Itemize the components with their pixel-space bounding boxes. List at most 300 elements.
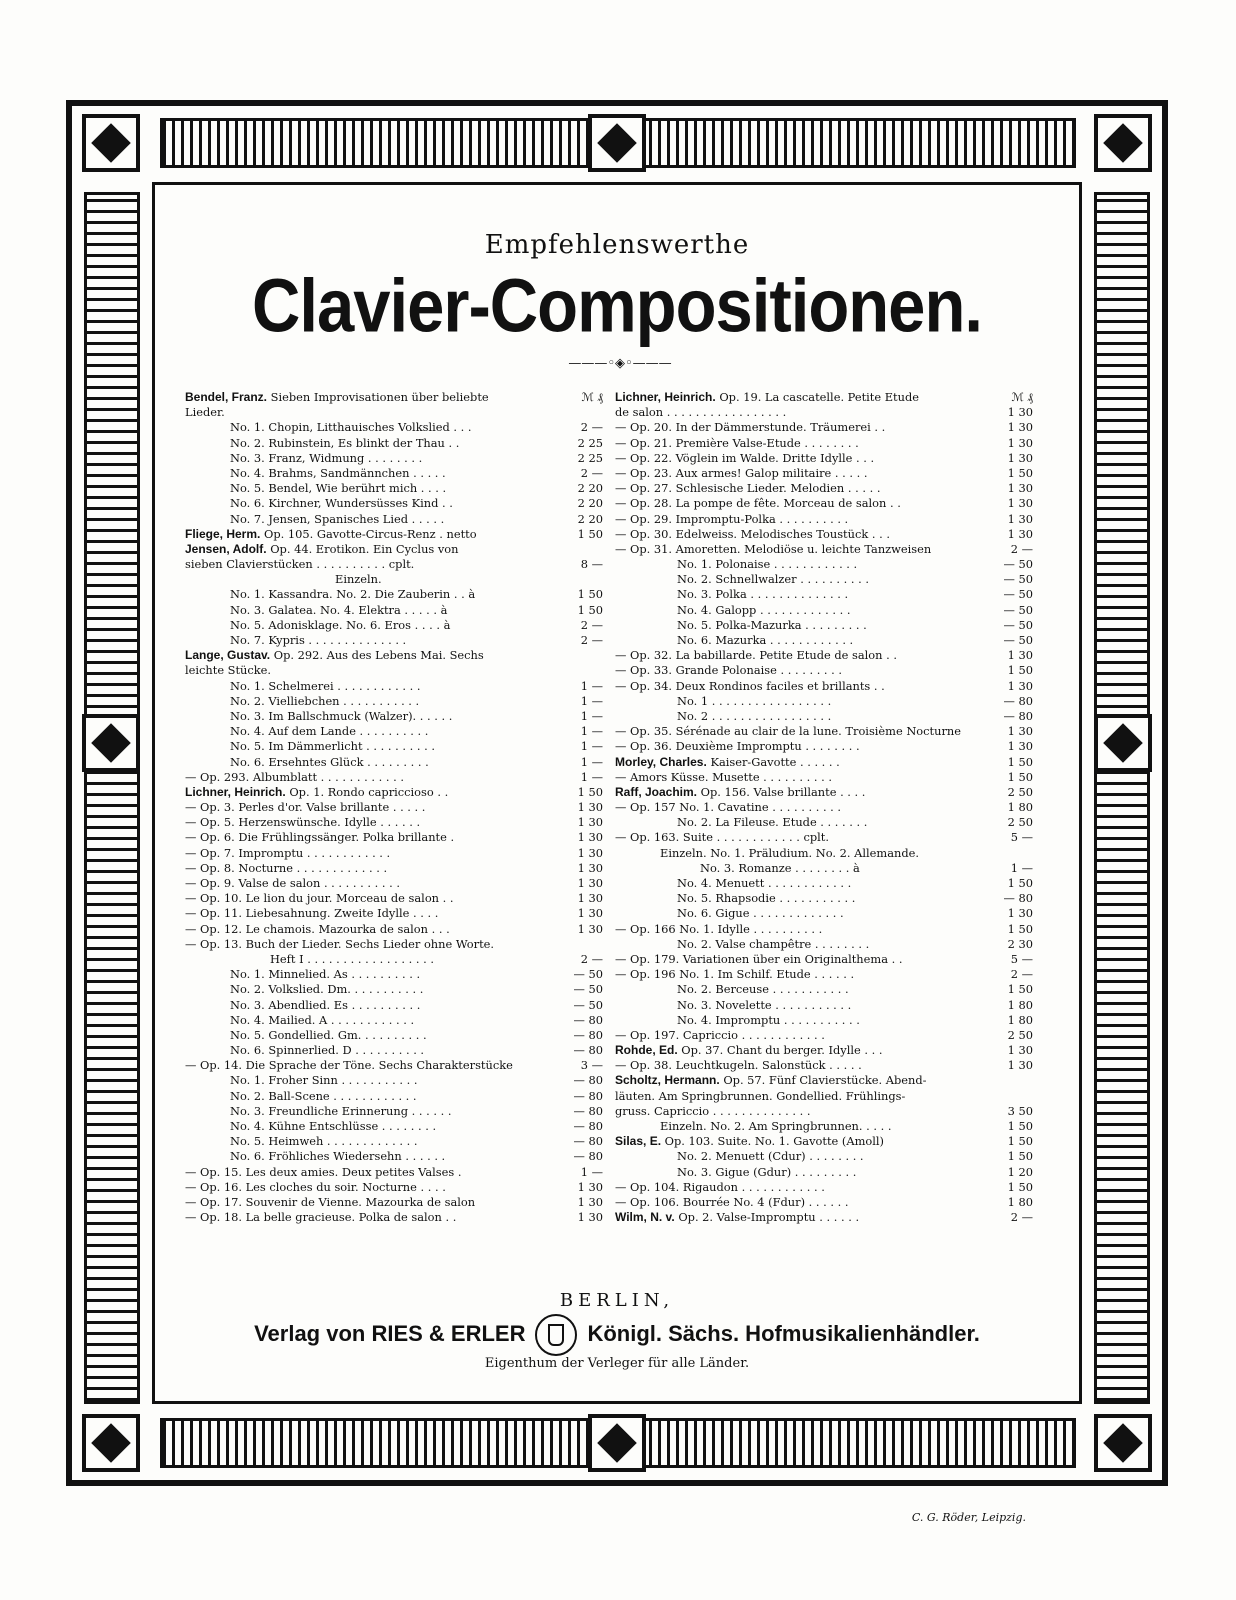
entry-price: 1 —	[580, 693, 603, 708]
entry-title: No. 3. Gigue (Gdur) . . . . . . . . .	[677, 1164, 857, 1179]
catalog-entry	[185, 709, 603, 724]
composer-name: Bendel, Franz.	[185, 390, 268, 404]
catalog-entry	[615, 481, 1033, 496]
catalog-entry	[185, 1089, 603, 1104]
entry-price: 1 30	[577, 1210, 603, 1225]
catalog-entry	[185, 861, 603, 876]
catalog-entry	[615, 542, 1033, 557]
entry-price: 5 —	[1010, 951, 1033, 966]
entry-price: 1 —	[580, 678, 603, 693]
catalog-entry	[185, 1104, 603, 1119]
catalog-page	[160, 190, 1074, 1396]
entry-price: 1 30	[1007, 405, 1033, 420]
entry-title: — Op. 17. Souvenir de Vienne. Mazourka de salon	[185, 1194, 476, 1209]
entry-title: Lieder.	[185, 405, 225, 420]
entry-price: — 50	[1003, 617, 1033, 632]
entry-title: Op. 292. Aus des Lebens Mai. Sechs	[273, 648, 484, 663]
catalog-entry	[615, 906, 1033, 921]
entry-title: Einzeln.	[335, 572, 382, 587]
catalog-entry	[615, 466, 1033, 481]
corner-ornament-icon	[82, 1414, 140, 1472]
entry-title: No. 3. Romanze . . . . . . . . à	[700, 860, 860, 875]
catalog-entry	[185, 663, 603, 678]
publisher-title: Königl. Sächs. Hofmusikalienhändler.	[587, 1320, 980, 1346]
entry-price: 1 30	[577, 860, 603, 875]
entry-price: 1 50	[577, 587, 603, 602]
entry-price: — 80	[1003, 708, 1033, 723]
entry-title: Op. 105. Gavotte-Circus-Renz . netto	[263, 526, 477, 541]
entry-price: 1 —	[1010, 860, 1033, 875]
composer-name: Silas, E.	[615, 1134, 662, 1149]
catalog-entry	[615, 770, 1033, 785]
entry-price: 1 80	[1007, 997, 1033, 1012]
entry-price: ℳ ₰	[581, 390, 603, 404]
catalog-entry	[185, 922, 603, 937]
catalog-entry	[615, 648, 1033, 663]
entry-title: No. 1. Minnelied. As . . . . . . . . . .	[230, 967, 421, 982]
catalog-entry	[615, 512, 1033, 527]
entry-title: — Op. 30. Edelweiss. Melodisches Toustück . . .	[615, 526, 890, 541]
entry-title: No. 4. Galopp . . . . . . . . . . . . .	[677, 602, 851, 617]
entry-title: — Op. 6. Die Frühlingssänger. Polka brillante .	[185, 830, 455, 845]
composer-name: Lange, Gustav.	[185, 648, 271, 663]
catalog-entry	[615, 496, 1033, 511]
entry-price: 1 50	[577, 602, 603, 617]
entry-title: No. 6. Kirchner, Wundersüsses Kind . .	[230, 496, 453, 511]
catalog-entry	[185, 679, 603, 694]
entry-price: 2 —	[1010, 541, 1033, 556]
corner-ornament-icon	[1094, 1414, 1152, 1472]
catalog-column-left	[185, 390, 603, 1225]
catalog-entry	[615, 982, 1033, 997]
entry-title: — Op. 31. Amoretten. Melodiöse u. leichte Tanzweisen	[615, 541, 932, 556]
entry-title: No. 5. Heimweh . . . . . . . . . . . . .	[230, 1134, 418, 1149]
entry-price: — 80	[573, 1088, 603, 1103]
composer-name: Fliege, Herm.	[185, 526, 261, 541]
catalog-entry	[615, 1089, 1033, 1104]
catalog-entry	[615, 1180, 1033, 1195]
entry-price: — 80	[573, 1119, 603, 1133]
entry-price: 1 50	[1007, 465, 1033, 480]
entry-title: No. 4. Impromptu . . . . . . . . . . .	[677, 1012, 860, 1027]
entry-title: — Op. 13. Buch der Lieder. Sechs Lieder ohne Worte.	[185, 936, 495, 951]
catalog-entry	[615, 405, 1033, 420]
catalog-entry	[185, 800, 603, 815]
entry-title: — Op. 5. Herzenswünsche. Idylle . . . . . .	[185, 815, 421, 830]
catalog-entry	[615, 1119, 1033, 1134]
catalog-entry	[185, 694, 603, 709]
entry-price: 1 —	[580, 708, 603, 723]
catalog-entry	[185, 557, 603, 572]
catalog-entry	[185, 937, 603, 952]
catalog-entry	[615, 1073, 1033, 1088]
entry-price: 2 50	[1007, 1027, 1033, 1042]
catalog-entry	[185, 982, 603, 997]
entry-title: — Amors Küsse. Musette . . . . . . . . . .	[615, 769, 832, 784]
entry-title: — Op. 106. Bourrée No. 4 (Fdur) . . . . . .	[615, 1194, 849, 1209]
entry-title: No. 3. Polka . . . . . . . . . . . . . .	[677, 587, 849, 602]
entry-price: 1 30	[1007, 511, 1033, 526]
catalog-entry	[185, 815, 603, 830]
catalog-entry	[615, 922, 1033, 937]
entry-price: 1 50	[577, 526, 603, 541]
top-center-ornament-icon	[588, 114, 646, 172]
entry-title: No. 4. Menuett . . . . . . . . . . . .	[677, 876, 852, 890]
entry-price: 2 —	[580, 617, 603, 632]
entry-price: 2 30	[1007, 936, 1033, 951]
catalog-entry	[185, 891, 603, 906]
entry-price: 1 30	[1007, 678, 1033, 693]
catalog-entry	[185, 739, 603, 754]
entry-title: No. 2. La Fileuse. Etude . . . . . . .	[677, 815, 868, 830]
entry-price: 3 50	[1007, 1103, 1033, 1118]
entry-title: — Op. 21. Première Valse-Etude . . . . . . . .	[615, 435, 859, 450]
catalog-entry	[185, 755, 603, 770]
entry-title: Op. 37. Chant du berger. Idylle . . .	[681, 1043, 883, 1058]
catalog-entry	[615, 694, 1033, 709]
entry-price: 1 50	[1007, 1179, 1033, 1194]
catalog-entry	[615, 891, 1033, 906]
entry-price: 1 30	[577, 876, 603, 890]
entry-price: 1 30	[1007, 648, 1033, 663]
entry-price: 2 50	[1007, 784, 1033, 799]
catalog-entry	[615, 937, 1033, 952]
entry-title: — Op. 14. Die Sprache der Töne. Sechs Charakterstücke	[185, 1058, 513, 1073]
catalog-entry	[615, 1013, 1033, 1028]
entry-title: Op. 2. Valse-Impromptu . . . . . .	[678, 1210, 860, 1225]
entry-title: No. 7. Kypris . . . . . . . . . . . . . .	[230, 633, 407, 647]
catalog-entry	[185, 512, 603, 527]
entry-price: 1 30	[1007, 724, 1033, 739]
entry-price: 1 30	[1007, 526, 1033, 541]
catalog-entry	[615, 1149, 1033, 1164]
entry-title: No. 6. Fröhliches Wiedersehn . . . . . .	[230, 1149, 446, 1164]
entry-price: — 80	[573, 1043, 603, 1058]
entry-title: No. 2 . . . . . . . . . . . . . . . . .	[677, 708, 832, 723]
entry-price: 1 30	[1007, 420, 1033, 435]
entry-title: No. 3. Im Ballschmuck (Walzer). . . . . .	[230, 708, 453, 723]
entry-price: 1 —	[580, 739, 603, 754]
entry-title: No. 1. Polonaise . . . . . . . . . . . .	[677, 557, 858, 572]
property-notice: Eigenthum der Verleger für alle Länder.	[484, 1356, 750, 1371]
catalog-entry	[185, 527, 603, 542]
entry-price: 1 30	[577, 845, 603, 860]
entry-title: — Op. 11. Liebesahnung. Zweite Idylle . . . .	[185, 906, 439, 921]
catalog-entry	[615, 572, 1033, 587]
catalog-entry	[185, 496, 603, 511]
catalog-column-right	[615, 390, 1033, 1225]
catalog-entry	[615, 724, 1033, 739]
entry-title: — Op. 15. Les deux amies. Deux petites Valses .	[185, 1164, 462, 1179]
catalog-entry	[185, 436, 603, 451]
entry-price: 1 30	[1007, 481, 1033, 496]
page-title: Clavier-Compositionen.	[252, 264, 982, 349]
catalog-entry	[185, 648, 603, 663]
entry-title: No. 6. Ersehntes Glück . . . . . . . . .	[230, 754, 429, 769]
entry-title: — Op. 29. Impromptu-Polka . . . . . . . . . .	[615, 511, 849, 526]
entry-title: Sieben Improvisationen über beliebte	[270, 390, 489, 404]
entry-title: — Op. 27. Schlesische Lieder. Melodien . . . . .	[615, 481, 881, 496]
catalog-entry	[615, 846, 1033, 861]
catalog-entry	[185, 1013, 603, 1028]
entry-title: — Op. 197. Capriccio . . . . . . . . . . . .	[615, 1027, 825, 1042]
entry-title: — Op. 8. Nocturne . . . . . . . . . . . . .	[185, 860, 388, 875]
entry-price: 2 —	[580, 420, 603, 435]
entry-title: — Op. 104. Rigaudon . . . . . . . . . . . .	[615, 1179, 825, 1194]
entry-title: No. 2. Menuett (Cdur) . . . . . . . .	[677, 1149, 864, 1164]
entry-title: No. 2. Berceuse . . . . . . . . . . .	[677, 982, 849, 997]
catalog-entry	[615, 1043, 1033, 1058]
entry-title: — Op. 166 No. 1. Idylle . . . . . . . . . .	[615, 921, 823, 936]
entry-title: No. 4. Auf dem Lande . . . . . . . . . .	[230, 724, 429, 739]
entry-price: 2 —	[580, 465, 603, 480]
catalog-entry	[615, 952, 1033, 967]
catalog-entry	[185, 587, 603, 602]
catalog-entry	[185, 603, 603, 618]
entry-price: 1 —	[580, 754, 603, 769]
entry-price: — 80	[1003, 891, 1033, 906]
catalog-entry	[615, 800, 1033, 815]
catalog-entry	[185, 724, 603, 739]
entry-price: 1 30	[577, 800, 603, 815]
catalog-entry	[185, 1210, 603, 1225]
catalog-entry	[185, 572, 603, 587]
printer-credit: C. G. Röder, Leipzig.	[911, 1511, 1026, 1524]
entry-title: No. 5. Gondellied. Gm. . . . . . . . . .	[230, 1027, 427, 1042]
composer-name: Jensen, Adolf.	[185, 541, 267, 556]
catalog-entry	[185, 451, 603, 466]
entry-title: No. 4. Brahms, Sandmännchen . . . . .	[230, 465, 446, 480]
entry-title: Op. 156. Valse brillante . . . .	[700, 784, 866, 799]
catalog-entry	[185, 542, 603, 557]
entry-price: 1 —	[580, 1164, 603, 1179]
entry-title: Op. 19. La cascatelle. Petite Etude	[719, 390, 919, 404]
catalog-entry	[615, 739, 1033, 754]
entry-title: No. 1. Schelmerei . . . . . . . . . . . .	[230, 678, 421, 693]
catalog-entry	[615, 1165, 1033, 1180]
entry-price: 1 30	[577, 891, 603, 906]
catalog-entry	[615, 1104, 1033, 1119]
catalog-entry	[615, 1028, 1033, 1043]
royal-crest-icon	[535, 1314, 577, 1356]
entry-price: — 80	[573, 1149, 603, 1164]
entry-price: 1 50	[1007, 663, 1033, 678]
catalog-entry	[185, 618, 603, 633]
entry-title: — Op. 35. Sérénade au clair de la lune. Troisième Nocturne	[615, 724, 961, 739]
entry-title: No. 3. Abendlied. Es . . . . . . . . . .	[230, 997, 421, 1012]
composer-name: Wilm, N. v.	[615, 1210, 675, 1225]
catalog-entry	[615, 830, 1033, 845]
entry-title: — Op. 157 No. 1. Cavatine . . . . . . . . . .	[615, 800, 842, 815]
entry-price: 1 30	[577, 1179, 603, 1194]
entry-title: — Op. 293. Albumblatt . . . . . . . . . . . .	[185, 769, 404, 784]
corner-ornament-icon	[82, 114, 140, 172]
catalog-entry	[615, 785, 1033, 800]
entry-price: ℳ ₰	[1011, 390, 1033, 404]
entry-price: 1 30	[1007, 906, 1033, 921]
entry-price: — 50	[573, 997, 603, 1012]
entry-price: 1 50	[577, 784, 603, 799]
entry-price: 2 —	[1010, 967, 1033, 982]
catalog-entry	[185, 1165, 603, 1180]
publisher-line	[160, 1314, 1074, 1356]
entry-title: No. 2. Rubinstein, Es blinkt der Thau . .	[230, 435, 460, 450]
entry-title: No. 5. Adonisklage. No. 6. Eros . . . . à	[230, 617, 451, 632]
entry-price: 1 30	[1007, 435, 1033, 450]
bottom-center-ornament-icon	[588, 1414, 646, 1472]
entry-title: — Op. 16. Les cloches du soir. Nocturne . . . .	[185, 1179, 446, 1194]
entry-price: — 80	[573, 1012, 603, 1027]
entry-price: 1 50	[1007, 1134, 1033, 1149]
entry-price: — 50	[573, 967, 603, 982]
catalog-entry	[615, 587, 1033, 602]
entry-price: 1 30	[577, 921, 603, 936]
catalog-entry	[615, 1195, 1033, 1210]
catalog-entry	[615, 603, 1033, 618]
divider-ornament-icon: ———◦◈◦———	[568, 356, 672, 371]
entry-title: — Op. 34. Deux Rondinos faciles et brillants . .	[615, 678, 885, 693]
publisher-name: Verlag von RIES & ERLER	[254, 1320, 526, 1346]
composer-name: Raff, Joachim.	[615, 784, 698, 799]
entry-title: No. 1 . . . . . . . . . . . . . . . . .	[677, 693, 832, 708]
entry-title: No. 3. Freundliche Erinnerung . . . . . .	[230, 1103, 452, 1118]
entry-price: — 50	[1003, 633, 1033, 647]
entry-title: — Op. 163. Suite . . . . . . . . . . . . cplt.	[615, 830, 829, 845]
catalog-entry	[185, 876, 603, 891]
entry-price: — 50	[1003, 557, 1033, 572]
entry-price: 5 —	[1010, 830, 1033, 845]
entry-price: 1 80	[1007, 800, 1033, 815]
catalog-entry	[615, 679, 1033, 694]
composer-name: Rohde, Ed.	[615, 1043, 678, 1058]
entry-title: No. 1. Chopin, Litthauisches Volkslied . . .	[230, 420, 472, 435]
entry-title: — Op. 33. Grande Polonaise . . . . . . . . .	[615, 663, 843, 678]
entry-price: 1 50	[1007, 1119, 1033, 1133]
entry-title: No. 5. Im Dämmerlicht . . . . . . . . . .	[230, 739, 435, 754]
catalog-entry	[185, 390, 603, 405]
entry-price: — 50	[573, 982, 603, 997]
entry-title: — Op. 32. La babillarde. Petite Etude de salon . .	[615, 648, 897, 663]
catalog-entry	[185, 1134, 603, 1149]
left-ornament-band	[84, 192, 140, 1404]
catalog-entry	[185, 906, 603, 921]
entry-price: — 80	[573, 1027, 603, 1042]
entry-title: — Op. 36. Deuxième Impromptu . . . . . . . .	[615, 739, 860, 754]
entry-price: — 80	[573, 1073, 603, 1088]
catalog-entry	[615, 998, 1033, 1013]
catalog-entry	[185, 967, 603, 982]
catalog-entry	[185, 1119, 603, 1134]
catalog-entry	[185, 420, 603, 435]
entry-title: No. 5. Rhapsodie . . . . . . . . . . .	[677, 891, 856, 906]
catalog-entry	[185, 1195, 603, 1210]
composer-name: Scholtz, Hermann.	[615, 1073, 720, 1088]
entry-title: Op. 57. Fünf Clavierstücke. Abend-	[723, 1073, 927, 1088]
catalog-entry	[185, 1043, 603, 1058]
entry-title: No. 2. Schnellwalzer . . . . . . . . . .	[677, 572, 870, 587]
catalog-entry	[615, 390, 1033, 405]
entry-price: — 50	[1003, 587, 1033, 602]
entry-title: No. 5. Bendel, Wie berührt mich . . . .	[230, 481, 447, 496]
entry-price: 1 50	[1007, 1149, 1033, 1164]
entry-title: leichte Stücke.	[185, 663, 272, 678]
page-subtitle: Empfehlenswerthe	[484, 230, 750, 260]
entry-price: 1 30	[1007, 450, 1033, 465]
entry-title: — Op. 7. Impromptu . . . . . . . . . . . .	[185, 845, 391, 860]
entry-title: Einzeln. No. 1. Präludium. No. 2. Allemande.	[660, 845, 919, 860]
entry-price: 1 30	[577, 1194, 603, 1209]
catalog-entry	[185, 785, 603, 800]
entry-price: 1 30	[577, 815, 603, 830]
entry-price: 1 30	[1007, 1058, 1033, 1073]
entry-price: 1 30	[1007, 496, 1033, 511]
entry-price: 8 —	[580, 557, 603, 572]
catalog-entry	[615, 1058, 1033, 1073]
left-middle-ornament-icon	[82, 714, 140, 772]
composer-name: Lichner, Heinrich.	[185, 784, 286, 799]
entry-title: — Op. 3. Perles d'or. Valse brillante . . . . .	[185, 800, 426, 815]
entry-title: No. 3. Novelette . . . . . . . . . . .	[677, 997, 852, 1012]
entry-title: — Op. 9. Valse de salon . . . . . . . . . . .	[185, 876, 400, 890]
entry-title: — Op. 22. Vöglein im Walde. Dritte Idylle . . .	[615, 450, 875, 465]
catalog-entry	[185, 770, 603, 785]
entry-title: — Op. 10. Le lion du jour. Morceau de salon . .	[185, 891, 454, 906]
entry-title: No. 2. Ball-Scene . . . . . . . . . . . .	[230, 1088, 417, 1103]
catalog-entry	[615, 876, 1033, 891]
catalog-entry	[185, 481, 603, 496]
entry-price: — 50	[1003, 602, 1033, 617]
catalog-entry	[185, 1149, 603, 1164]
catalog-entry	[615, 861, 1033, 876]
catalog-entry	[185, 1058, 603, 1073]
catalog-entry	[615, 1134, 1033, 1149]
entry-price: 1 80	[1007, 1194, 1033, 1209]
entry-price: 3 —	[580, 1058, 603, 1073]
entry-title: — Op. 28. La pompe de fête. Morceau de salon . .	[615, 496, 901, 511]
entry-price: 1 30	[1007, 739, 1033, 754]
entry-price: 1 20	[1007, 1164, 1033, 1179]
entry-price: 1 50	[1007, 921, 1033, 936]
entry-title: — Op. 179. Variationen über ein Originalthema . .	[615, 951, 903, 966]
entry-title: Op. 1. Rondo capriccioso . .	[289, 784, 449, 799]
entry-title: — Op. 18. La belle gracieuse. Polka de salon . .	[185, 1210, 457, 1225]
composer-name: Lichner, Heinrich.	[615, 390, 716, 404]
entry-price: 1 50	[1007, 769, 1033, 784]
entry-title: Einzeln. No. 2. Am Springbrunnen. . . . .	[660, 1119, 892, 1133]
entry-title: — Op. 12. Le chamois. Mazourka de salon . . .	[185, 921, 450, 936]
entry-title: No. 1. Froher Sinn . . . . . . . . . . .	[230, 1073, 418, 1088]
entry-price: 1 —	[580, 724, 603, 739]
entry-price: — 80	[1003, 693, 1033, 708]
entry-title: Op. 103. Suite. No. 1. Gavotte (Amoll)	[664, 1134, 884, 1149]
entry-title: No. 1. Kassandra. No. 2. Die Zauberin . . à	[230, 587, 476, 602]
catalog-entry	[615, 1210, 1033, 1225]
entry-price: 1 30	[1007, 1043, 1033, 1058]
entry-title: de salon . . . . . . . . . . . . . . . . .	[615, 405, 787, 420]
entry-price: 2 —	[580, 633, 603, 647]
entry-price: 2 20	[577, 511, 603, 526]
entry-title: No. 6. Mazurka . . . . . . . . . . . .	[677, 633, 854, 647]
catalog-entry	[185, 405, 603, 420]
catalog-entry	[615, 618, 1033, 633]
catalog-entry	[615, 436, 1033, 451]
catalog-entry	[185, 1073, 603, 1088]
entry-title: No. 6. Gigue . . . . . . . . . . . . .	[677, 906, 844, 921]
entry-title: No. 2. Volkslied. Dm. . . . . . . . . . .	[230, 982, 424, 997]
entry-title: No. 2. Valse champêtre . . . . . . . .	[677, 936, 870, 951]
catalog-entry	[615, 451, 1033, 466]
right-ornament-band	[1094, 192, 1150, 1404]
